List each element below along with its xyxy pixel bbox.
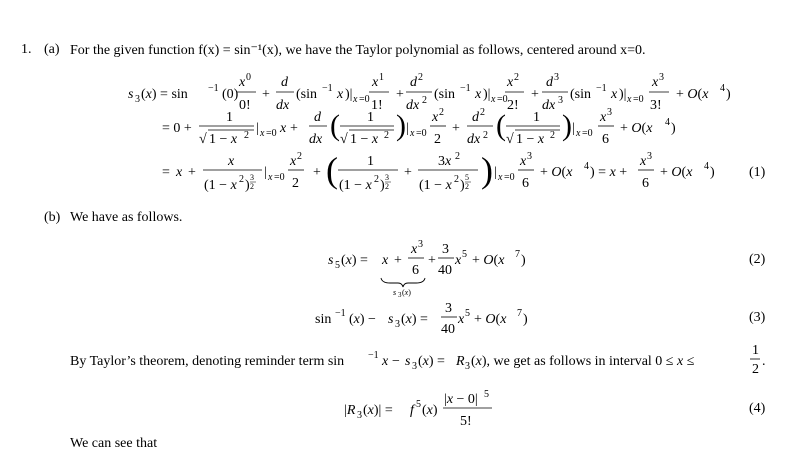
svg-text:1: 1 [752,343,759,358]
svg-text:f: f [410,403,414,418]
svg-text:1: 1 [367,110,374,125]
svg-text:2: 2 [384,130,389,141]
svg-text:2: 2 [244,130,249,141]
svg-text:+ O(x: + O(x [676,87,709,102]
svg-text:2: 2 [250,182,254,191]
svg-text:x: x [228,154,235,169]
svg-text:)|: )| [619,87,627,102]
svg-text:x: x [239,75,246,90]
svg-text:= 0 +: = 0 + [162,121,192,136]
svg-text:3: 3 [659,72,664,83]
svg-text:1 − x: 1 − x [516,132,545,147]
svg-text:s: s [393,288,397,297]
svg-text:): ) [710,165,715,180]
svg-text:sin: sin [315,312,332,327]
svg-text:2: 2 [480,107,485,118]
svg-text:5!: 5! [460,414,472,429]
svg-text:R: R [456,354,465,369]
taylor-sentence [0,340,790,380]
svg-text:x: x [268,172,273,183]
svg-text:(: ( [326,150,338,190]
svg-text:3!: 3! [650,98,662,113]
svg-text:x: x [260,128,265,139]
svg-text:3: 3 [357,410,362,421]
svg-text:(x), we get as follows in inte: (x), we get as follows in interval 0 ≤ x ≤ [471,354,695,369]
svg-text:|: | [264,165,267,180]
svg-text:=0: =0 [359,94,370,105]
svg-text:4: 4 [665,117,670,128]
svg-text:x: x [652,75,659,90]
svg-text:3: 3 [398,291,402,299]
svg-text:): ) [245,178,250,193]
svg-text:): ) [380,178,385,193]
svg-text:2: 2 [483,130,488,141]
svg-text:): ) [481,150,493,190]
svg-text:(1 − x: (1 − x [204,178,237,193]
svg-text:+: + [428,253,436,268]
svg-text:): ) [460,178,465,193]
svg-text:√: √ [199,132,207,147]
svg-text:+: + [394,253,402,268]
svg-text:x: x [627,94,632,105]
svg-text:x: x [280,121,287,136]
svg-text:1!: 1! [371,98,383,113]
svg-text:6: 6 [602,132,609,147]
svg-text:=0: =0 [504,172,515,183]
svg-text:): ) [523,312,528,327]
svg-text:(sin: (sin [570,87,591,102]
svg-text:x: x [290,154,297,169]
svg-text:2: 2 [455,151,460,162]
equation-2 [328,239,526,299]
svg-text:3: 3 [250,173,254,182]
svg-text:+: + [313,165,321,180]
svg-text:2: 2 [514,72,519,83]
svg-text:=0: =0 [497,94,508,105]
svg-text:+: + [404,165,412,180]
svg-text:)|: )| [345,87,353,102]
equation-1-line-1 [128,72,731,113]
svg-text:+: + [188,165,196,180]
svg-text:s: s [328,253,334,268]
svg-text:2!: 2! [507,98,519,113]
svg-text:(sin: (sin [296,87,317,102]
svg-text:4: 4 [704,161,709,172]
svg-text:(x)| =: (x)| = [363,403,393,418]
svg-text:3: 3 [465,361,470,372]
svg-text:5: 5 [462,249,467,260]
svg-text:(: ( [330,109,340,142]
svg-text:√: √ [506,132,514,147]
svg-text:x: x [576,128,581,139]
svg-text:4: 4 [720,83,725,94]
svg-text:2: 2 [385,182,389,191]
equation-2-3-block [0,236,790,336]
svg-text:1 − x: 1 − x [209,132,238,147]
svg-text:|: | [406,121,409,136]
svg-text:1: 1 [379,72,384,83]
svg-text:d: d [410,75,417,90]
svg-text:x: x [382,253,389,268]
svg-text:7: 7 [515,249,520,260]
svg-text:(x) −: (x) − [349,312,376,327]
svg-text:−1: −1 [596,83,607,94]
svg-text:2: 2 [752,362,759,377]
svg-text:(: ( [496,109,506,142]
svg-text:x: x [353,94,358,105]
svg-text:x: x [520,154,527,169]
svg-text:(x): (x) [422,403,438,418]
problem-number: 1. [21,42,32,57]
svg-text:): ) [396,109,406,142]
svg-text:3: 3 [418,239,423,250]
svg-text:x: x [600,110,607,125]
svg-text:(x): (x) [402,288,411,297]
svg-text:x: x [410,128,415,139]
svg-text:2: 2 [550,130,555,141]
equation-4 [0,390,790,440]
svg-text:+: + [262,87,270,102]
svg-text:(x) =: (x) = [418,354,445,369]
svg-text:By Taylor’s theorem, denoting: By Taylor’s theorem, denoting reminder term sin [70,354,345,369]
svg-text:x: x [382,354,389,369]
svg-text:x: x [337,87,344,102]
svg-text:d: d [281,75,288,90]
svg-text:+: + [452,121,460,136]
part-b-label: (b) [44,210,61,225]
svg-text:2: 2 [465,182,469,191]
svg-text:3: 3 [558,95,563,106]
svg-text:6: 6 [642,176,649,191]
svg-text:+ O(x: + O(x [474,312,507,327]
svg-text:40: 40 [438,263,452,278]
svg-text:2: 2 [439,107,444,118]
svg-text:−1: −1 [208,83,219,94]
svg-text:=0: =0 [416,128,427,139]
svg-text:): ) [671,121,676,136]
svg-text:1: 1 [226,110,233,125]
svg-text:3: 3 [527,151,532,162]
equation-1-line-3 [162,150,715,193]
svg-text:+ O(x: + O(x [620,121,653,136]
svg-text:|: | [256,121,259,136]
svg-text:x: x [640,154,647,169]
svg-text:+ O(x: + O(x [660,165,693,180]
svg-text:d: d [314,110,321,125]
svg-text:3: 3 [395,319,400,330]
svg-text:−1: −1 [335,308,346,319]
svg-text:3: 3 [647,151,652,162]
part-b-intro: We have as follows. [70,210,183,225]
svg-text:(sin: (sin [434,87,455,102]
svg-text:x: x [611,87,618,102]
svg-text:3: 3 [554,72,559,83]
svg-text:0!: 0! [239,98,251,113]
equation-1-block [0,66,790,226]
svg-text:2: 2 [434,132,441,147]
svg-text:x: x [458,312,465,327]
svg-text:): ) [562,109,572,142]
svg-text:+: + [290,121,298,136]
svg-text:−1: −1 [368,350,379,361]
svg-text:=0: =0 [633,94,644,105]
svg-text:3: 3 [445,301,452,316]
svg-text:): ) [521,253,526,268]
svg-text:1: 1 [533,110,540,125]
svg-text:3: 3 [607,107,612,118]
svg-text:5: 5 [335,260,340,271]
svg-text:s: s [405,354,411,369]
svg-text:5: 5 [465,173,469,182]
svg-text:): ) [726,87,731,102]
svg-text:2: 2 [454,174,459,185]
svg-text:=0: =0 [274,172,285,183]
svg-text:(1 − x: (1 − x [419,178,452,193]
svg-text:0: 0 [246,72,251,83]
svg-text:)|: )| [483,87,491,102]
svg-text:=: = [162,165,170,180]
svg-text:dx: dx [542,98,556,113]
svg-text:|R: |R [344,403,356,418]
svg-text:x: x [491,94,496,105]
closing-text: We can see that [70,436,158,451]
equation-2-number: (2) [749,252,766,267]
svg-text:(x) =: (x) = [401,312,428,327]
svg-text:2: 2 [418,72,423,83]
svg-text:(1 − x: (1 − x [339,178,372,193]
svg-text:s: s [388,312,394,327]
svg-text:x: x [411,242,418,257]
svg-text:x: x [455,253,462,268]
svg-text:+: + [396,87,404,102]
svg-text:x: x [507,75,514,90]
svg-text:dx: dx [276,98,290,113]
svg-text:−1: −1 [322,83,333,94]
svg-text:−: − [392,354,400,369]
svg-text:dx: dx [467,132,481,147]
svg-text:x: x [176,165,183,180]
equation-3-number: (3) [749,310,766,325]
svg-text:3: 3 [385,173,389,182]
svg-text:x: x [432,110,439,125]
part-a-label: (a) [44,42,60,57]
svg-text:3x: 3x [438,154,452,169]
svg-text:) = x +: ) = x + [590,165,628,180]
svg-text:2: 2 [239,174,244,185]
svg-text:1: 1 [367,154,374,169]
svg-text:4: 4 [584,161,589,172]
svg-text:6: 6 [522,176,529,191]
svg-text:dx: dx [406,98,420,113]
svg-text:=0: =0 [582,128,593,139]
part-a-intro-text: For the given function f(x) = sin⁻¹(x), we have the Taylor polynomial as follows, centered around x=0. [70,43,646,58]
svg-text:5: 5 [484,389,489,400]
svg-text:2: 2 [374,174,379,185]
svg-text:2: 2 [292,176,299,191]
svg-text:x: x [498,172,503,183]
equation-1-number: (1) [749,165,766,180]
svg-text:d: d [472,110,479,125]
svg-text:x: x [372,75,379,90]
svg-text:5: 5 [416,399,421,410]
svg-text:√: √ [340,132,348,147]
part-a-intro [70,42,646,59]
svg-text:|: | [572,121,575,136]
svg-text:3: 3 [412,361,417,372]
svg-text:+: + [531,87,539,102]
svg-text:.: . [762,354,766,369]
svg-text:=0: =0 [266,128,277,139]
svg-text:x: x [475,87,482,102]
svg-text:3: 3 [442,242,449,257]
svg-text:40: 40 [441,322,455,337]
svg-text:2: 2 [422,95,427,106]
svg-text:+ O(x: + O(x [540,165,573,180]
svg-text:7: 7 [517,308,522,319]
svg-text:−1: −1 [460,83,471,94]
svg-text:1 − x: 1 − x [350,132,379,147]
svg-text:dx: dx [309,132,323,147]
svg-text:d: d [546,75,553,90]
svg-text:+ O(x: + O(x [472,253,505,268]
svg-text:5: 5 [465,308,470,319]
svg-text:s: s [128,87,134,102]
svg-text:(x) =: (x) = [341,253,368,268]
svg-text:3: 3 [135,94,140,105]
svg-text:6: 6 [412,263,419,278]
svg-text:2: 2 [297,151,302,162]
equation-4-number: (4) [749,401,766,416]
svg-text:(0): (0) [222,87,239,102]
svg-text:(x) = sin: (x) = sin [141,87,188,102]
svg-text:|x − 0|: |x − 0| [444,392,478,407]
svg-text:|: | [494,165,497,180]
equation-1-line-2 [162,107,676,147]
equation-3 [315,301,528,337]
